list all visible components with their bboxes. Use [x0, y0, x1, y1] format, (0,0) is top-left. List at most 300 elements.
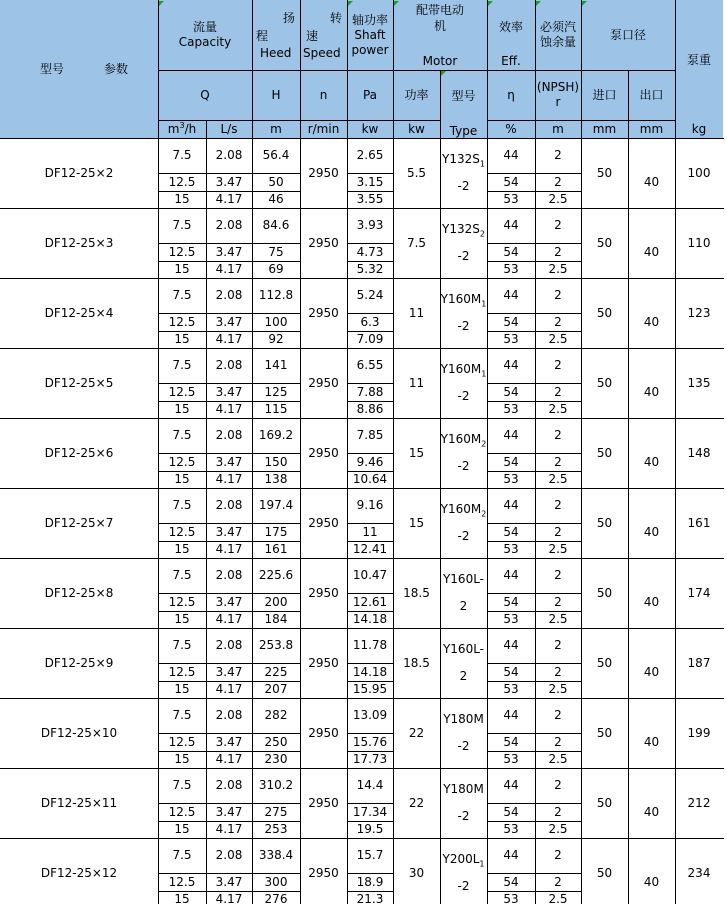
flow-ls-value: 4.17: [215, 892, 243, 904]
flow-ls-value: 2.08: [215, 288, 243, 302]
head-cell: [252, 418, 300, 453]
head-value: 200: [264, 594, 288, 609]
model-name: DF12-25×9: [44, 655, 114, 670]
shaft-power-cell: [347, 768, 393, 803]
shaft-power-value: 9.16: [356, 498, 384, 512]
header-model-param: [0, 0, 158, 120]
motor-power-cell: [393, 628, 440, 698]
npsh-cell: [535, 453, 581, 471]
head-value: 230: [264, 752, 288, 766]
grid-line: [158, 191, 301, 192]
unit-mm2: [628, 120, 675, 138]
unit-type: Type: [449, 124, 478, 138]
npsh-value: 2.5: [548, 192, 568, 206]
speed-cell: [300, 768, 347, 838]
efficiency-value: 44: [503, 218, 519, 232]
flow-ls-cell: [206, 821, 252, 838]
header-motor-cn-a: 配带电动: [415, 3, 464, 17]
grid-line: [158, 751, 301, 752]
efficiency-value: 54: [503, 454, 519, 469]
flow-ls-cell: [206, 243, 252, 261]
inlet-value: 50: [596, 235, 613, 250]
model-cell: [0, 698, 158, 768]
flow-ls-cell: [206, 838, 252, 873]
grid-line: [487, 821, 582, 822]
header-speed-en: Speed: [303, 46, 341, 60]
inlet-cell: [581, 348, 628, 418]
inlet-cell: [581, 278, 628, 348]
symbol-pa-text: Pa: [362, 87, 378, 102]
efficiency-cell: [487, 348, 535, 383]
shaft-power-value: 5.32: [356, 262, 384, 276]
efficiency-value: 53: [503, 332, 519, 346]
motor-type-base: Y160L-: [442, 642, 485, 656]
unit-ls: [206, 120, 252, 138]
head-value: 92: [268, 332, 284, 346]
shaft-power-cell: [347, 838, 393, 873]
motor-type-line2: -2: [457, 809, 470, 823]
shaft-power-cell: [347, 593, 393, 611]
shaft-power-cell: [347, 803, 393, 821]
grid-line: [158, 383, 301, 384]
flow-ls-value: 2.08: [215, 568, 243, 582]
flow-ls-value: 3.47: [215, 524, 243, 539]
motor-type-line1: [443, 712, 484, 727]
npsh-value: 2.5: [548, 472, 568, 486]
head-cell: [252, 331, 300, 348]
flow-m3h-value: 7.5: [172, 568, 192, 582]
outlet-cell: [628, 313, 675, 331]
head-value: 50: [268, 174, 284, 189]
motor-type-cell: [440, 838, 487, 904]
symbol-type-cn: 型号: [451, 89, 476, 103]
npsh-cell: [535, 891, 581, 904]
head-cell: [252, 821, 300, 838]
unit-m-text: m: [270, 121, 282, 136]
shaft-power-cell: [347, 488, 393, 523]
symbol-q-text: Q: [200, 87, 210, 102]
flow-m3h-value: 7.5: [172, 778, 192, 792]
motor-power-value: 5.5: [406, 165, 427, 180]
grid-line: [347, 821, 394, 822]
shaft-power-cell: [347, 891, 393, 904]
cell-comment-marker: [159, 1, 164, 6]
npsh-value: 2: [554, 594, 562, 609]
shaft-power-value: 8.86: [356, 402, 384, 416]
header-model: 型号: [40, 62, 65, 76]
head-value: 112.8: [258, 288, 294, 302]
npsh-value: 2: [554, 174, 562, 189]
grid-line: [158, 611, 301, 612]
npsh-value: 2: [554, 288, 562, 302]
motor-power-value: 30: [408, 865, 425, 880]
weight-cell: [675, 278, 723, 348]
motor-type-subscript: 1: [479, 859, 485, 869]
unit-m3h-sup: 3: [179, 120, 185, 130]
flow-m3h-cell: [158, 331, 206, 348]
symbol-h: [252, 70, 300, 120]
model-name: DF12-25×12: [40, 865, 118, 880]
shaft-power-value: 15.76: [352, 734, 388, 749]
shaft-power-value: 18.9: [356, 874, 384, 889]
speed-value: 2950: [308, 235, 339, 250]
efficiency-cell: [487, 558, 535, 593]
flow-m3h-cell: [158, 243, 206, 261]
motor-power-value: 11: [408, 305, 425, 320]
shaft-power-value: 7.85: [356, 428, 384, 442]
motor-power-value: 15: [408, 515, 425, 530]
shaft-power-cell: [347, 401, 393, 418]
shaft-power-value: 3.15: [356, 174, 384, 189]
grid-line: [347, 191, 394, 192]
inlet-value: 50: [596, 795, 613, 810]
flow-m3h-value: 7.5: [172, 708, 192, 722]
shaft-power-cell: [347, 261, 393, 278]
flow-ls-value: 3.47: [215, 664, 243, 679]
weight-cell: [675, 138, 723, 208]
weight-cell: [675, 488, 723, 558]
outlet-cell: [628, 593, 675, 611]
flow-m3h-cell: [158, 261, 206, 278]
motor-type-subscript: 2: [481, 509, 487, 519]
inlet-cell: [581, 698, 628, 768]
weight-cell: [675, 418, 723, 488]
unit-ls-text: L/s: [220, 121, 238, 136]
shaft-power-value: 3.93: [356, 218, 384, 232]
efficiency-value: 54: [503, 174, 519, 189]
flow-ls-value: 3.47: [215, 174, 243, 189]
head-cell: [252, 138, 300, 173]
head-value: 276: [264, 892, 288, 904]
motor-type-line1: [441, 502, 487, 517]
shaft-power-value: 6.3: [360, 314, 380, 329]
weight-value: 187: [687, 655, 711, 670]
flow-ls-value: 4.17: [215, 542, 243, 556]
npsh-cell: [535, 803, 581, 821]
grid-line: [393, 0, 394, 138]
flow-ls-value: 3.47: [215, 874, 243, 889]
outlet-cell: [628, 803, 675, 821]
npsh-cell: [535, 768, 581, 803]
efficiency-cell: [487, 191, 535, 208]
efficiency-value: 54: [503, 874, 519, 889]
header-speed: [300, 0, 347, 70]
flow-ls-cell: [206, 401, 252, 418]
outlet-value: 40: [643, 664, 660, 679]
efficiency-cell: [487, 418, 535, 453]
grid-line: [347, 261, 394, 262]
grid-line: [487, 891, 582, 892]
flow-m3h-cell: [158, 733, 206, 751]
model-name: DF12-25×10: [40, 725, 118, 740]
grid-line: [487, 873, 582, 874]
shaft-power-value: 17.73: [352, 752, 388, 766]
grid-line: [347, 453, 394, 454]
grid-line: [347, 0, 348, 138]
npsh-value: 2: [554, 358, 562, 372]
npsh-cell: [535, 873, 581, 891]
npsh-value: 2: [554, 524, 562, 539]
header-port-cn: 泵口径: [609, 27, 646, 42]
efficiency-value: 54: [503, 734, 519, 749]
unit-pct: [487, 120, 535, 138]
motor-type-line2: 2: [459, 669, 468, 683]
efficiency-value: 44: [503, 708, 519, 722]
efficiency-value: 53: [503, 192, 519, 206]
inlet-value: 50: [596, 305, 613, 320]
inlet-cell: [581, 558, 628, 628]
header-shaft-en-a: Shaft: [354, 27, 386, 42]
efficiency-value: 53: [503, 402, 519, 416]
efficiency-cell: [487, 331, 535, 348]
outlet-value: 40: [643, 244, 660, 259]
motor-power-value: 18.5: [403, 655, 430, 670]
motor-type-base: Y132S: [442, 152, 480, 166]
flow-m3h-value: 15: [174, 192, 190, 206]
flow-ls-cell: [206, 733, 252, 751]
efficiency-cell: [487, 611, 535, 628]
shaft-power-cell: [347, 681, 393, 698]
weight-value: 100: [687, 165, 711, 180]
efficiency-cell: [487, 488, 535, 523]
header-shaft: [347, 0, 393, 70]
speed-cell: [300, 488, 347, 558]
shaft-power-value: 4.73: [356, 244, 384, 259]
grid-line: [487, 138, 488, 904]
grid-line: [347, 681, 394, 682]
shaft-power-value: 5.24: [356, 288, 384, 302]
weight-value: 161: [687, 515, 711, 530]
speed-value: 2950: [308, 725, 339, 740]
npsh-value: 2: [554, 498, 562, 512]
flow-ls-value: 3.47: [215, 734, 243, 749]
efficiency-value: 44: [503, 638, 519, 652]
shaft-power-value: 19.5: [356, 822, 384, 836]
flow-m3h-value: 12.5: [168, 874, 196, 889]
speed-value: 2950: [308, 375, 339, 390]
grid-line: [158, 803, 301, 804]
efficiency-cell: [487, 208, 535, 243]
npsh-cell: [535, 558, 581, 593]
flow-m3h-value: 7.5: [172, 218, 192, 232]
motor-type-subscript: 2: [481, 439, 487, 449]
npsh-value: 2.5: [548, 822, 568, 836]
shaft-power-value: 11: [362, 524, 378, 539]
efficiency-value: 53: [503, 262, 519, 276]
head-value: 184: [264, 612, 288, 626]
motor-power-value: 18.5: [403, 585, 430, 600]
flow-ls-value: 3.47: [215, 454, 243, 469]
flow-ls-value: 4.17: [215, 682, 243, 696]
efficiency-cell: [487, 313, 535, 331]
symbol-eta-text: η: [507, 87, 515, 102]
shaft-power-value: 12.41: [352, 542, 388, 556]
head-value: 150: [264, 454, 288, 469]
flow-ls-value: 3.47: [215, 384, 243, 399]
motor-power-value: 11: [408, 375, 425, 390]
speed-cell: [300, 208, 347, 278]
flow-m3h-value: 7.5: [172, 498, 192, 512]
unit-rpm: [300, 120, 347, 138]
grid-line: [535, 138, 536, 904]
flow-ls-value: 4.17: [215, 822, 243, 836]
outlet-cell: [628, 733, 675, 751]
grid-line: [300, 0, 301, 138]
grid-line: [158, 471, 301, 472]
head-value: 75: [268, 244, 284, 259]
motor-type-line2: 2: [459, 599, 468, 613]
model-name: DF12-25×7: [44, 515, 114, 530]
efficiency-value: 53: [503, 472, 519, 486]
flow-m3h-value: 7.5: [172, 428, 192, 442]
efficiency-value: 54: [503, 804, 519, 819]
shaft-power-cell: [347, 191, 393, 208]
symbol-outlet-text: 出口: [639, 87, 664, 102]
head-value: 169.2: [258, 428, 294, 442]
shaft-power-value: 7.88: [356, 384, 384, 399]
head-value: 197.4: [258, 498, 294, 512]
flow-ls-value: 2.08: [215, 218, 243, 232]
npsh-value: 2.5: [548, 332, 568, 346]
motor-type-cell: [440, 628, 487, 698]
speed-value: 2950: [308, 165, 339, 180]
efficiency-value: 44: [503, 358, 519, 372]
efficiency-value: 44: [503, 288, 519, 302]
shaft-power-value: 9.46: [356, 454, 384, 469]
motor-type-cell: [440, 208, 487, 278]
npsh-value: 2: [554, 384, 562, 399]
flow-m3h-value: 15: [174, 472, 190, 486]
motor-type-line1: [442, 852, 484, 867]
flow-ls-value: 3.47: [215, 314, 243, 329]
weight-cell: [675, 208, 723, 278]
symbol-inlet-text: 进口: [592, 87, 617, 102]
head-cell: [252, 261, 300, 278]
grid-line: [158, 70, 676, 71]
npsh-value: 2: [554, 218, 562, 232]
unit-kw-text: kw: [361, 121, 379, 136]
motor-type-cell: [440, 138, 487, 208]
cell-comment-marker: [441, 71, 446, 76]
shaft-power-cell: [347, 733, 393, 751]
npsh-cell: [535, 751, 581, 768]
flow-ls-cell: [206, 418, 252, 453]
shaft-power-cell: [347, 418, 393, 453]
head-cell: [252, 471, 300, 488]
head-cell: [252, 313, 300, 331]
grid-line: [487, 0, 488, 138]
grid-line: [487, 453, 582, 454]
flow-m3h-value: 15: [174, 612, 190, 626]
efficiency-value: 44: [503, 848, 519, 862]
efficiency-value: 53: [503, 822, 519, 836]
symbol-power-text: 功率: [404, 87, 429, 102]
unit-kw: [347, 120, 393, 138]
head-cell: [252, 243, 300, 261]
header-eff: [487, 0, 535, 70]
motor-type-line2: -2: [457, 879, 470, 893]
symbol-n: [300, 70, 347, 120]
efficiency-cell: [487, 401, 535, 418]
inlet-cell: [581, 138, 628, 208]
inlet-value: 50: [596, 585, 613, 600]
speed-cell: [300, 348, 347, 418]
header-motor-en: Motor: [422, 54, 458, 68]
npsh-cell: [535, 663, 581, 681]
motor-power-cell: [393, 768, 440, 838]
npsh-value: 2: [554, 568, 562, 582]
header-flow: [158, 0, 252, 70]
head-cell: [252, 383, 300, 401]
outlet-value: 40: [643, 454, 660, 469]
npsh-value: 2: [554, 848, 562, 862]
flow-m3h-value: 15: [174, 262, 190, 276]
motor-type-line2: -2: [457, 179, 470, 193]
head-cell: [252, 663, 300, 681]
head-cell: [252, 838, 300, 873]
efficiency-cell: [487, 873, 535, 891]
header-flow-cn: 流量: [192, 20, 217, 34]
npsh-cell: [535, 243, 581, 261]
flow-m3h-cell: [158, 348, 206, 383]
weight-cell: [675, 628, 723, 698]
npsh-value: 2: [554, 778, 562, 792]
header-head-cn-a: 扬: [282, 11, 295, 25]
head-value: 69: [268, 262, 284, 276]
head-value: 253.8: [258, 638, 294, 652]
head-cell: [252, 681, 300, 698]
motor-type-base: Y160M: [440, 432, 482, 446]
head-value: 207: [264, 682, 288, 696]
head-cell: [252, 348, 300, 383]
header-param: 参数: [104, 62, 129, 76]
speed-cell: [300, 558, 347, 628]
speed-cell: [300, 418, 347, 488]
flow-m3h-cell: [158, 681, 206, 698]
head-cell: [252, 891, 300, 904]
efficiency-cell: [487, 261, 535, 278]
unit-m3h-tail: /h: [184, 121, 197, 136]
flow-m3h-cell: [158, 751, 206, 768]
motor-power-cell: [393, 208, 440, 278]
flow-ls-cell: [206, 698, 252, 733]
model-cell: [0, 838, 158, 904]
inlet-cell: [581, 628, 628, 698]
weight-value: 234: [687, 865, 711, 880]
motor-power-cell: [393, 348, 440, 418]
flow-ls-cell: [206, 541, 252, 558]
npsh-cell: [535, 698, 581, 733]
shaft-power-value: 14.18: [352, 612, 388, 626]
model-cell: [0, 138, 158, 208]
shaft-power-cell: [347, 663, 393, 681]
unit-m2-text: m: [552, 121, 564, 136]
flow-m3h-cell: [158, 803, 206, 821]
weight-value: 212: [687, 795, 711, 810]
flow-m3h-cell: [158, 208, 206, 243]
shaft-power-cell: [347, 331, 393, 348]
grid-line: [158, 313, 301, 314]
flow-ls-cell: [206, 471, 252, 488]
flow-ls-cell: [206, 593, 252, 611]
efficiency-value: 53: [503, 612, 519, 626]
flow-ls-value: 2.08: [215, 148, 243, 162]
npsh-value: 2: [554, 638, 562, 652]
npsh-cell: [535, 208, 581, 243]
shaft-power-value: 14.18: [352, 664, 388, 679]
weight-value: 148: [687, 445, 711, 460]
header-eff-en: Eff.: [501, 54, 521, 68]
